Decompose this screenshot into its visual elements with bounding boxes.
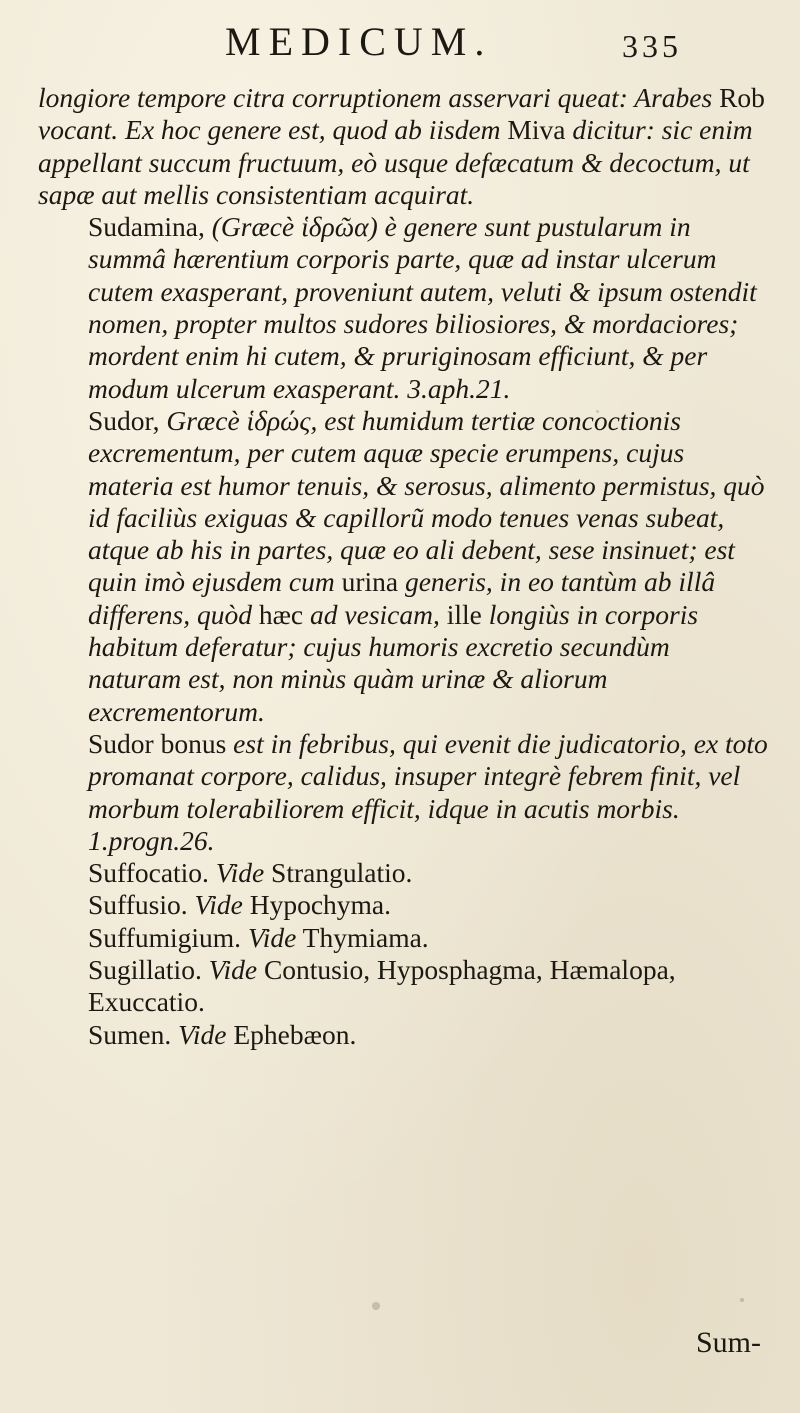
roman-text-run: Suffocatio.	[88, 857, 216, 889]
italic-text-run: Vide	[215, 857, 265, 889]
page-header	[0, 18, 800, 78]
ink-speck	[740, 1298, 744, 1302]
roman-text-run: Sugillatio.	[88, 954, 209, 986]
paragraph	[38, 728, 768, 857]
body-text	[38, 82, 768, 1051]
roman-text-run: Strangulatio.	[264, 857, 413, 889]
italic-text-run: (Græcè ἱδρῶα) è genere sunt pustularum in summâ hærentium corporis parte, quæ ad instar ulcerum cutem exasperant, proveniunt autem, veluti & ipsum ostendit nomen, propter multos sudores biliosiores, & mordaciores; mordent enim hi cutem, & pruriginosam efficiunt, & per modum ulcerum exasperant. 3.aph.21.	[88, 211, 757, 404]
roman-text-run: Miva	[507, 114, 566, 146]
roman-text-run: urina	[341, 566, 399, 598]
paragraph	[38, 889, 768, 921]
roman-text-run: Sudor,	[88, 404, 160, 436]
italic-text-run: longiùs in corporis habitum deferatur; cujus humoris excretio secundùm naturam est, non minùs quàm urinæ & aliorum excrementorum.	[88, 598, 699, 727]
roman-text-run: Suffumigium.	[88, 921, 248, 953]
roman-text-run: Suffusio.	[88, 889, 195, 921]
roman-text-run: Thymiama.	[296, 921, 429, 953]
roman-text-run: Contusio, Hyposphagma, Hæmalopa, Exuccatio.	[88, 954, 676, 1018]
paragraph	[38, 211, 768, 405]
paragraph	[38, 405, 768, 728]
paragraph	[38, 857, 768, 889]
italic-text-run: Vide	[247, 921, 297, 953]
italic-text-run: Græcè ἱδρώς, est humidum tertiæ concoctionis excrementum, per cutem aquæ specie erumpens, cujus materia est humor tenuis, & serosus, alimento permistus, quò id faciliùs exiguas & capillorũ modo tenues venas subeat, atque ab his in partes, quæ eo ali debent, sese insinuet; est quin imò ejusdem cum	[88, 404, 765, 598]
italic-text-run: vocant. Ex hoc genere est, quod ab iisdem	[38, 114, 508, 146]
italic-text-run: Vide	[178, 1018, 227, 1050]
roman-text-run: Rob	[719, 82, 765, 113]
ink-speck	[596, 410, 599, 413]
paragraph	[38, 1019, 768, 1051]
roman-text-run: Sudor bonus	[88, 727, 227, 759]
page-number: 335	[622, 28, 682, 64]
catchword: Sum-	[696, 1326, 762, 1359]
roman-text-run: ille	[446, 598, 482, 630]
italic-text-run: Vide	[208, 954, 258, 986]
roman-text-run: Ephebæon.	[226, 1018, 357, 1050]
roman-text-run: Sudamina,	[88, 211, 205, 243]
italic-text-run: est in febribus, qui evenit die judicatorio, ex toto promanat corpore, calidus, insuper integrè febrem finit, vel morbum tolerabiliorem efficit, idque in acutis morbis. 1.progn.26.	[88, 727, 768, 856]
italic-text-run: ad vesicam,	[303, 598, 447, 630]
paragraph	[38, 82, 768, 211]
running-head: MEDICUM.	[225, 19, 493, 64]
italic-text-run: dicitur: sic enim appellant succum fructuum, eò usque defæcatum & decoctum, ut sapæ aut mellis consistentiam acquirat.	[38, 114, 753, 210]
italic-text-run: Vide	[194, 889, 243, 921]
italic-text-run: generis, in eo tantùm ab illâ differens, quòd	[88, 566, 716, 630]
roman-text-run: Hypochyma.	[242, 889, 391, 921]
paragraph	[38, 922, 768, 954]
paragraph	[38, 954, 768, 1019]
roman-text-run: Sumen.	[88, 1018, 179, 1050]
italic-text-run: longiore tempore citra corruptionem asservari queat: Arabes	[38, 82, 720, 113]
ink-speck	[372, 1302, 380, 1310]
roman-text-run: hæc	[258, 598, 304, 630]
